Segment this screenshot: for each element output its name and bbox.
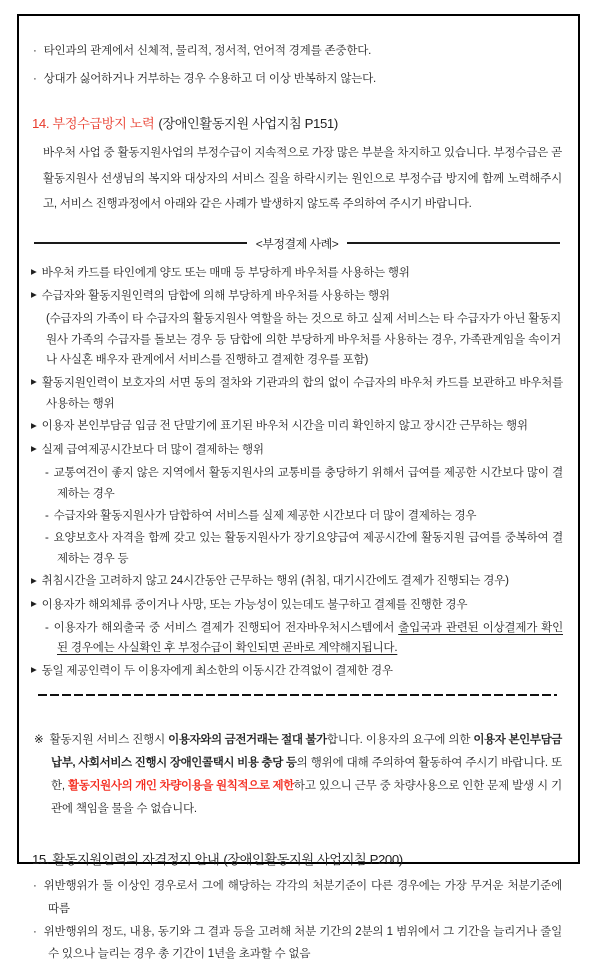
divider-rule-right — [347, 242, 560, 244]
arrow-bullet-marker: ▶ — [31, 575, 37, 585]
section14-heading — [32, 113, 563, 132]
case-text: 동일 제공인력이 두 이용자에게 최소한의 이동시간 간격없이 결제한 경우 — [41, 664, 393, 677]
case-item — [31, 416, 563, 437]
section15-bullet — [33, 921, 562, 966]
reference-mark: ※ — [34, 734, 44, 747]
case-item-note — [46, 309, 563, 370]
case-text: 바우처 카드를 타인에게 양도 또는 매매 등 부당하게 바우처를 사용하는 행위 — [41, 266, 410, 279]
dash-bullet-marker: - — [45, 509, 49, 522]
notice-segment: 하고 있으니 근무 중 차량사용으로 인한 문제 발생 시 기관에 책임을 물을 수 없습니다. — [51, 779, 563, 815]
dot-bullet-marker: · — [33, 925, 37, 938]
case-text: 이용자가 해외체류 중이거나 사망, 또는 가능성이 있는데도 불구하고 결제를 진행한 경우 — [41, 598, 468, 611]
dot-bullet-marker: · — [33, 73, 37, 85]
dot-bullet-marker: · — [33, 45, 37, 57]
section15-title-ref: (장애인활동지원 사업지침 P200) — [223, 852, 403, 868]
section14-paragraph: 바우처 사업 중 활동지원사업의 부정수급이 지속적으로 가장 많은 부분을 차지하고 있습니다. 부정수급은 곧 활동지원사 선생님의 복지와 대상자의 서비스 질을 하락시키는 원인으로 부정수급 방지에 함께 노력해주시고, 서비스 진행과정에서 아래와 같은 사례가 발생하지 않도록 주의하여 주시기 바랍니다. — [43, 147, 562, 210]
case-text: 수급자와 활동지원사가 담합하여 서비스를 실제 제공한 시간보다 더 많이 결제하는 경우 — [53, 509, 477, 522]
case-text: 요양보호사 자격을 함께 갖고 있는 활동지원사가 장기요양급여 제공시간에 활동지원 급여를 중복하여 결제하는 경우 등 — [53, 532, 563, 565]
case-text: 수급자와 활동지원인력의 담합에 의해 부당하게 바우처를 사용하는 행위 — [41, 289, 390, 302]
dash-bullet-marker: - — [45, 622, 49, 634]
intro-bullet — [33, 65, 563, 93]
case-item — [31, 263, 563, 284]
notice-segment-bold: 이용자와의 금전거래는 절대 불가 — [168, 734, 327, 747]
arrow-bullet-marker: ▶ — [31, 420, 37, 430]
arrow-bullet-marker: ▶ — [31, 267, 37, 276]
notice-segment-bold: 이용자 본인부담금 납부, 사회서비스 진행시 장애인콜택시 비용 충당 등 — [51, 734, 563, 770]
case-text: 활동지원인력이 보호자의 서면 동의 절차와 기관과의 합의 없이 수급자의 바우처 카드를 보관하고 바우처를 사용하는 행위 — [42, 376, 563, 410]
section15-bullet-list — [31, 875, 563, 965]
notice-paragraph — [34, 729, 562, 820]
case-item — [31, 373, 563, 415]
case-item — [31, 440, 563, 461]
intro-bullet — [33, 37, 563, 65]
case-section-divider — [34, 235, 560, 252]
divider-rule-left — [34, 242, 247, 244]
case-divider-label: <부정결제 사례> — [255, 236, 339, 251]
section14-title-ref: (장애인활동지원 사업지침 P151) — [158, 116, 338, 131]
case-subitem — [31, 506, 563, 526]
notice-segment-bold-red: 활동지원사의 개인 차량이용을 원칙적으로 제한 — [68, 779, 294, 792]
document-page — [17, 14, 580, 961]
intro-bullet-text: 상대가 싫어하거나 거부하는 경우 수용하고 더 이상 반복하지 않는다. — [43, 73, 377, 85]
arrow-bullet-marker: ▶ — [31, 665, 37, 675]
dashed-divider — [38, 694, 557, 696]
section15-title: 15. 활동지원인력의 자격정지 안내 — [32, 852, 220, 868]
section15-heading — [32, 849, 563, 868]
notice-segment: 활동지원 서비스 진행시 — [49, 734, 169, 747]
fraud-case-list — [31, 263, 563, 683]
case-text-underlined: 출입국과 관련된 이상결제가 확인된 경우에는 사실확인 후 부정수급이 확인되면 곧바로 계약해지됩니다. — [57, 622, 563, 655]
case-text-prefix: 이용자가 해외출국 중 서비스 결제가 진행되어 전자바우처시스템에서 — [53, 622, 399, 634]
intro-bullet-list — [31, 37, 563, 93]
case-item — [31, 595, 563, 616]
section15-bullet-text: 위반행위의 정도, 내용, 동기와 그 결과 등을 고려해 처분 기간의 2분의 1 범위에서 그 기간을 늘리거나 줄일 수 있으나 늘리는 경우 총 기간이 1년을 초과할 수 없음 — [43, 925, 562, 961]
case-text: 교통여건이 좋지 않은 지역에서 활동지원사의 교통비를 충당하기 위해서 급여를 제공한 시간보다 많이 결제하는 경우 — [53, 467, 563, 500]
arrow-bullet-marker: ▶ — [31, 377, 37, 387]
case-item — [31, 286, 563, 307]
arrow-bullet-marker: ▶ — [31, 290, 37, 300]
arrow-bullet-marker: ▶ — [31, 599, 37, 609]
case-text: 실제 급여제공시간보다 더 많이 결제하는 행위 — [41, 443, 264, 456]
case-item — [31, 661, 563, 682]
notice-segment: 의 행위에 대해 주의하여 활동하여 주시기 바랍니다. 또한, — [51, 757, 563, 792]
dash-bullet-marker: - — [45, 467, 49, 480]
case-text: 이용자 본인부담금 입금 전 단말기에 표기된 바우처 시간을 미리 확인하지 않고 장시간 근무하는 행위 — [41, 420, 528, 433]
section14-title: 14. 부정수급방지 노력 — [32, 116, 155, 131]
case-text: 취침시간을 고려하지 않고 24시간동안 근무하는 행위 (취침, 대기시간에도 결제가 진행되는 경우) — [41, 575, 509, 588]
section15-bullet — [33, 875, 562, 920]
case-text: (수급자의 가족이 타 수급자의 활동지원사 역할을 하는 것으로 하고 실제 서비스는 타 수급자가 아닌 활동지원사 가족의 수급자를 돌보는 경우 등 담합에 의한 부당하게 바우처를 사용하는 경우, 가족관계임을 속이거나 사실혼 배우자 관계에서 서비스를 진행하고 결제한 경우를 포함) — [46, 313, 561, 367]
intro-bullet-text: 타인과의 관계에서 신체적, 물리적, 정서적, 언어적 경계를 존중한다. — [43, 45, 372, 57]
dot-bullet-marker: · — [33, 880, 37, 893]
section15-bullet-text: 위반행위가 둘 이상인 경우로서 그에 해당하는 각각의 처분기준이 다른 경우에는 가장 무거운 처분기준에 따름 — [43, 880, 562, 915]
case-item — [31, 571, 563, 592]
dash-bullet-marker: - — [45, 532, 49, 545]
case-subitem — [31, 528, 563, 569]
notice-segment: 합니다. 이용자의 요구에 의한 — [326, 734, 474, 747]
case-subitem — [31, 463, 563, 504]
arrow-bullet-marker: ▶ — [31, 444, 37, 454]
case-subitem — [31, 618, 563, 659]
